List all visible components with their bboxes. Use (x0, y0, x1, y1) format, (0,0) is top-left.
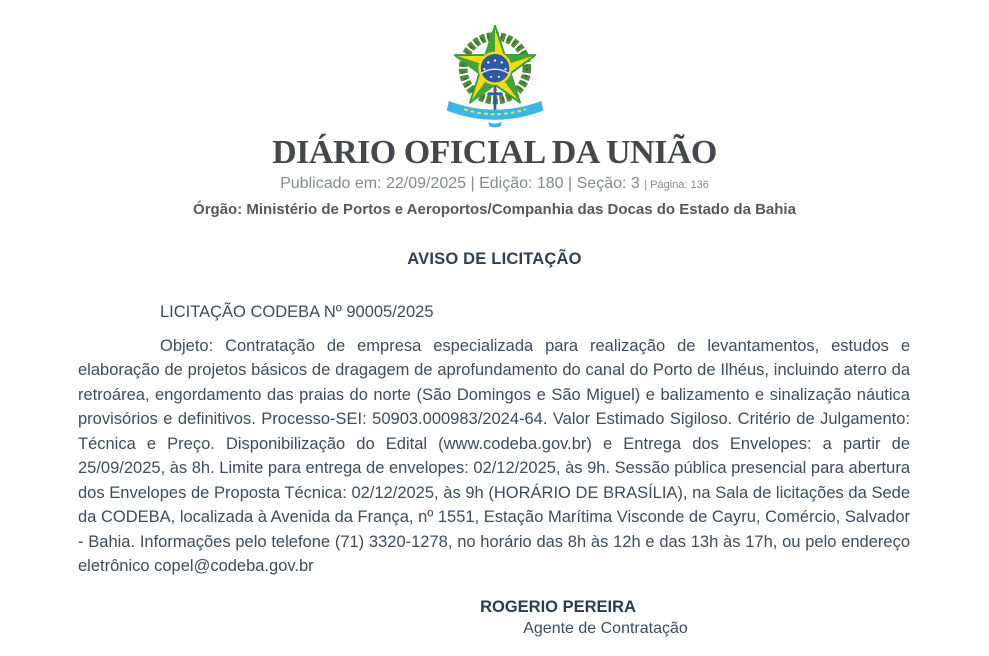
brazil-coat-of-arms-icon (437, 20, 553, 128)
notice-content (78, 300, 910, 579)
masthead-crest (0, 0, 989, 128)
publication-meta-page: | Página: 136 (644, 179, 709, 191)
signer-name: ROGERIO PEREIRA (480, 597, 636, 616)
notice-subject: LICITAÇÃO CODEBA Nº 90005/2025 (160, 303, 434, 321)
publication-meta-main: Publicado em: 22/09/2025 | Edição: 180 | Seção: 3 (280, 175, 640, 192)
notice-body: Objeto: Contratação de empresa especializada para realização de levantamentos, estudos e elaboração de projetos básicos de dragagem de aprofundamento do canal do Porto de Ilhéus, incluindo aterro da retroárea, engordamento das praias do norte (São Domingos e São Miguel) e balizamento e sinalização náutica provisórios e definitivos. Processo-SEI: 50903.000983/2024-64. Valor Estimado Sigiloso. Critério de Julgamento: Técnica e Preço. Disponibilização do Edital (www.codeba.gov.br) e Entrega dos Envelopes: a partir de 25/09/2025, às 8h. Limite para entrega de envelopes: 02/12/2025, às 9h. Sessão pública presencial para abertura dos Envelopes de Proposta Técnica: 02/12/2025, às 9h (HORÁRIO DE BRASÍLIA), na Sala de licitações da Sede da CODEBA, localizada à Avenida da França, nº 1551, Estação Marítima Visconde de Cayru, Comércio, Salvador - Bahia. Informações pelo telefone (71) 3320-1278, no horário das 8h às 12h e das 13h às 17h, ou pelo endereço eletrônico copel@codeba.gov.br (78, 336, 910, 575)
signer-role: Agente de Contratação (523, 619, 688, 637)
publication-meta (0, 175, 989, 193)
organ-line: Órgão: Ministério de Portos e Aeroportos/Companhia das Docas do Estado da Bahia (193, 201, 796, 218)
signature-block (0, 598, 989, 638)
masthead-title: DIÁRIO OFICIAL DA UNIÃO (272, 134, 717, 171)
notice-heading: AVISO DE LICITAÇÃO (407, 250, 582, 268)
